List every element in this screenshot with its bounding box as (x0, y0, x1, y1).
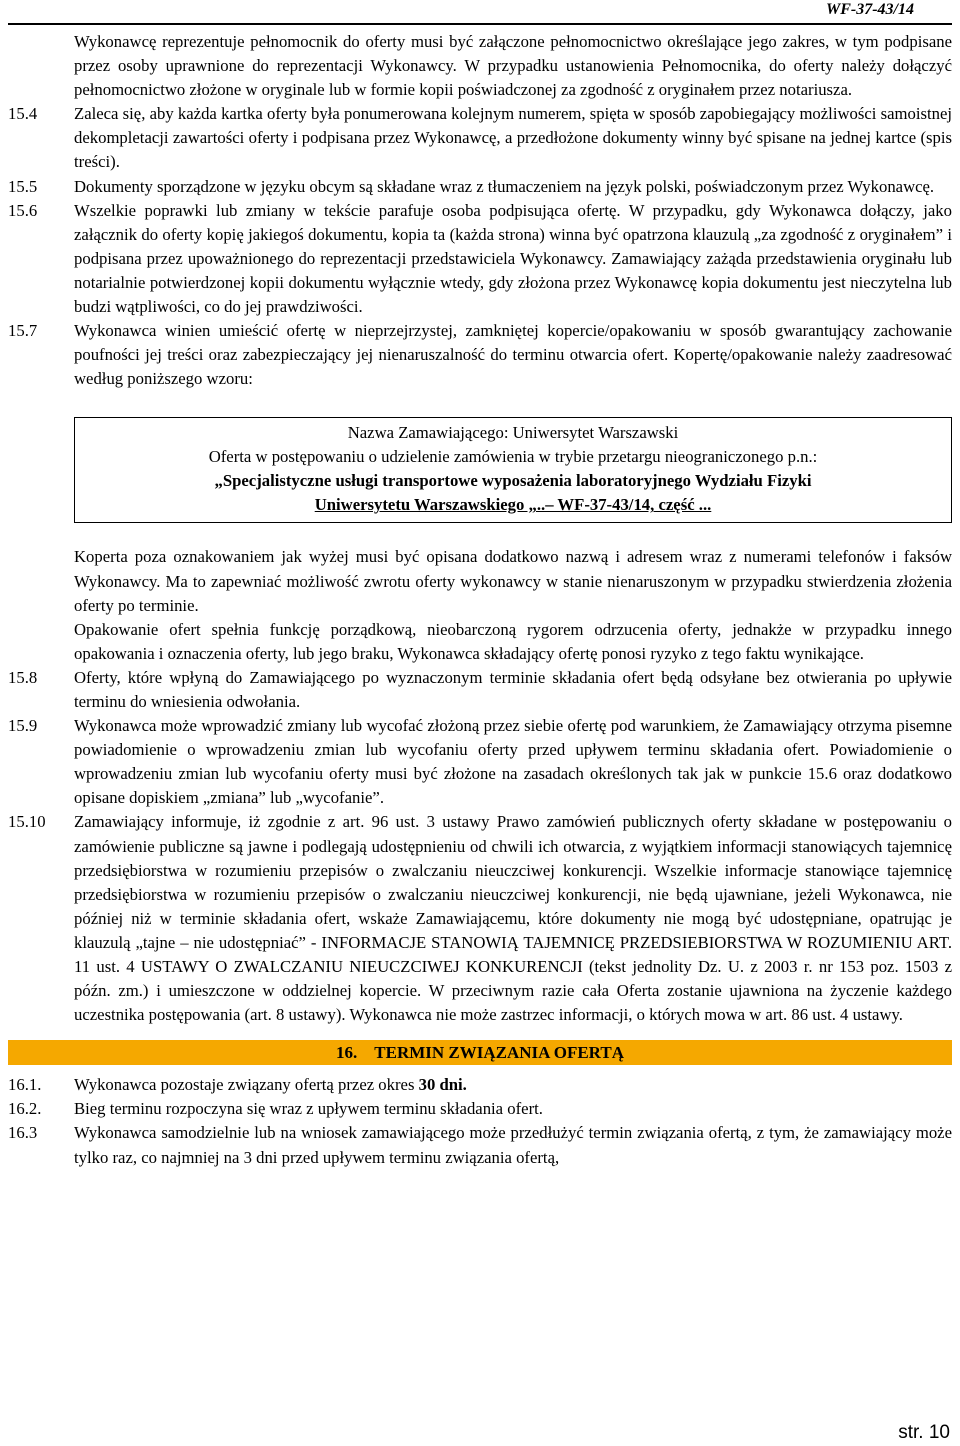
section-text-main: Wykonawca pozostaje związany ofertą przez okres (74, 1075, 415, 1095)
section-text (74, 1073, 952, 1097)
section-text: Bieg terminu rozpoczyna się wraz z upływem terminu składania ofert. (74, 1099, 543, 1119)
section-16-2 (8, 1097, 952, 1121)
section-number: 15.5 (8, 176, 38, 196)
envelope-template-box (74, 417, 952, 523)
binding-period: 30 dni. (418, 1075, 467, 1095)
section-text: Oferty, które wpłyną do Zamawiającego po wyznaczonym terminie składania ofert będą odsyłane bez otwierania po upływie terminu do wniesienia odwołania. (74, 667, 952, 711)
section-number: 15.6 (8, 200, 38, 220)
section-number: 16.3 (8, 1123, 38, 1143)
section-text: Wszelkie poprawki lub zmiany w tekście parafuje osoba podpisująca ofertę. W przypadku, gdy Wykonawca dołączy, jako załącznik do oferty kopię jakiegoś dokumentu, kopia ta (każda strona) winna być opatrzona klauzulą „za zgodność z oryginałem” i podpisana przez upoważnionego do reprezentacji przedstawiciela Wykonawcy. Zamawiający zażąda przedstawienia oryginału lub notarialnie potwierdzonej kopii dokumentu wyłącznie wtedy, gdy złożona przez Wykonawcę kopia dokumentu jest nieczytelna lub budzi wątpliwości, co do jej prawdziwości. (74, 200, 952, 317)
chapter-16-heading (8, 1040, 952, 1065)
envelope-line-reference: Uniwersytetu Warszawskiego „..– WF-37-43/14, część ... (314, 495, 712, 515)
section-number: 16.1. (8, 1075, 42, 1095)
section-15-7 (8, 319, 952, 391)
section-15-6 (8, 199, 952, 319)
section-text: Wykonawca winien umieścić ofertę w nieprzejrzystej, zamkniętej kopercie/opakowaniu w sposób gwarantujący zachowanie poufności jej treści oraz zabezpieczający jej nienaruszalność do terminu otwarcia ofert. Kopertę/opakowanie należy zaadresować według poniższego wzoru: (74, 321, 952, 389)
envelope-note-paragraph: Koperta poza oznakowaniem jak wyżej musi być opisana dodatkowo nazwą i adresem wraz z numerami telefonów i faksów Wykonawcy. Ma to zapewniać możliwość zwrotu oferty wykonawcy w stanie nienaruszonym w przypadku stwierdzenia złożenia oferty po terminie. (74, 547, 952, 615)
section-text: Zaleca się, aby każda kartka oferty była ponumerowana kolejnym numerem, spięta w sposób zapobiegający możliwości samoistnej dekompletacji zawartości oferty i podpisana przez Wykonawcę, a przedłożone dokumenty winny być spisane na jednej kartce (spis treści). (74, 104, 952, 172)
section-15-9 (8, 714, 952, 810)
section-15-5 (8, 175, 952, 199)
section-16-3 (8, 1121, 952, 1169)
section-number: 15.10 (8, 812, 46, 832)
page-number: str. 10 (898, 1422, 950, 1443)
chapter-number: 16. (336, 1043, 358, 1063)
section-number: 15.4 (8, 104, 38, 124)
section-text: Wykonawca może wprowadzić zmiany lub wycofać złożoną przez siebie ofertę pod warunkiem, że Zamawiający otrzyma pisemne powiadomienie o wprowadzeniu zmian lub wycofaniu oferty przed upływem terminu składania ofert. Powiadomienie o wprowadzeniu zmian lub wycofaniu oferty musi być złożone na zasadach określonych tak jak w punkcie 15.6 oraz dodatkowo opisane dopiskiem „zmiana” lub „wycofanie”. (74, 716, 952, 808)
section-16-1 (8, 1073, 952, 1097)
chapter-title: TERMIN ZWIĄZANIA OFERTĄ (374, 1043, 624, 1063)
section-text: Zamawiający informuje, iż zgodnie z art. 96 ust. 3 ustawy Prawo zamówień publicznych oferty składane w postępowaniu o zamówienie publiczne są jawne i podlegają udostępnieniu od chwili ich otwarcia, z wyjątkiem informacji stanowiących tajemnicę przedsiębiorstwa w rozumieniu przepisów o zwalczaniu nieuczciwej konkurencji. Wszelkie informacje stanowiące tajemnicę przedsiębiorstwa w rozumieniu przepisów o zwalczaniu nieuczciwej konkurencji, nie będą ujawniane, jeżeli Wykonawca, nie później niż w terminie składania ofert, wskaże Zamawiającemu, które dokumenty nie mogą być udostępniane, opatrując je klauzulą „tajne – nie udostępniać” - INFORMACJE STANOWIĄ TAJEMNICĘ PRZEDSIEBIORSTWA W ROZUMIENIU ART. 11 ust. 4 USTAWY O ZWALCZANIU NIEUCZCIWEJ KONKURENCJI (tekst jednolity Dz. U. z 2003 r. nr 153 poz. 1503 z późn. zm.) i umieszczone w oddzielnej kopercie. W przeciwnym razie cała Oferta zostanie ujawniona na życzenie każdego uczestnika postępowania (art. 8 ustawy). Wykonawca nie może zastrzec informacji, o których mowa w art. 86 ust. 4 ustawy. (74, 812, 952, 1025)
section-number: 15.9 (8, 716, 38, 736)
section-number: 15.7 (8, 321, 38, 341)
section-text: Wykonawca samodzielnie lub na wniosek zamawiającego może przedłużyć termin związania ofertą, z tym, że zamawiający może tylko raz, co najmniej na 3 dni przed upływem terminu związania ofertą, (74, 1123, 952, 1167)
packaging-note-paragraph: Opakowanie ofert spełnia funkcję porządkową, nieobarczoną rygorem odrzucenia oferty, jednakże w przypadku innego opakowania i oznaczenia oferty, lub jego braku, Wykonawca składający ofertę ponosi ryzyko z tego faktu wynikające. (74, 619, 952, 663)
envelope-line-title: „Specjalistyczne usługi transportowe wyposażenia laboratoryjnego Wydziału Fizyki (214, 471, 812, 491)
section-15-4 (8, 102, 952, 174)
document-id-header: WF-37-43/14 (826, 1, 914, 18)
section-number: 16.2. (8, 1099, 42, 1119)
page-content (8, 30, 952, 1170)
section-number: 15.8 (8, 667, 38, 687)
header-rule (8, 23, 952, 25)
intro-paragraph: Wykonawcę reprezentuje pełnomocnik do oferty musi być załączone pełnomocnictwo określające jego zakres, w tym podpisane przez osoby uprawnione do reprezentacji Wykonawcy. W przypadku ustanowienia Pełnomocnika, do oferty należy dołączyć pełnomocnictwo złożone w oryginale lub w formie kopii poświadczonej za zgodność z oryginałem przez notariusza. (74, 32, 952, 100)
section-text: Dokumenty sporządzone w języku obcym są składane wraz z tłumaczeniem na język polski, poświadczonym przez Wykonawcę. (74, 176, 935, 196)
section-15-8 (8, 666, 952, 714)
section-15-10 (8, 810, 952, 1027)
envelope-line-procedure: Oferta w postępowaniu o udzielenie zamówienia w trybie przetargu nieograniczonego p.n.: (208, 447, 818, 467)
envelope-line-recipient: Nazwa Zamawiającego: Uniwersytet Warszawski (347, 423, 679, 443)
